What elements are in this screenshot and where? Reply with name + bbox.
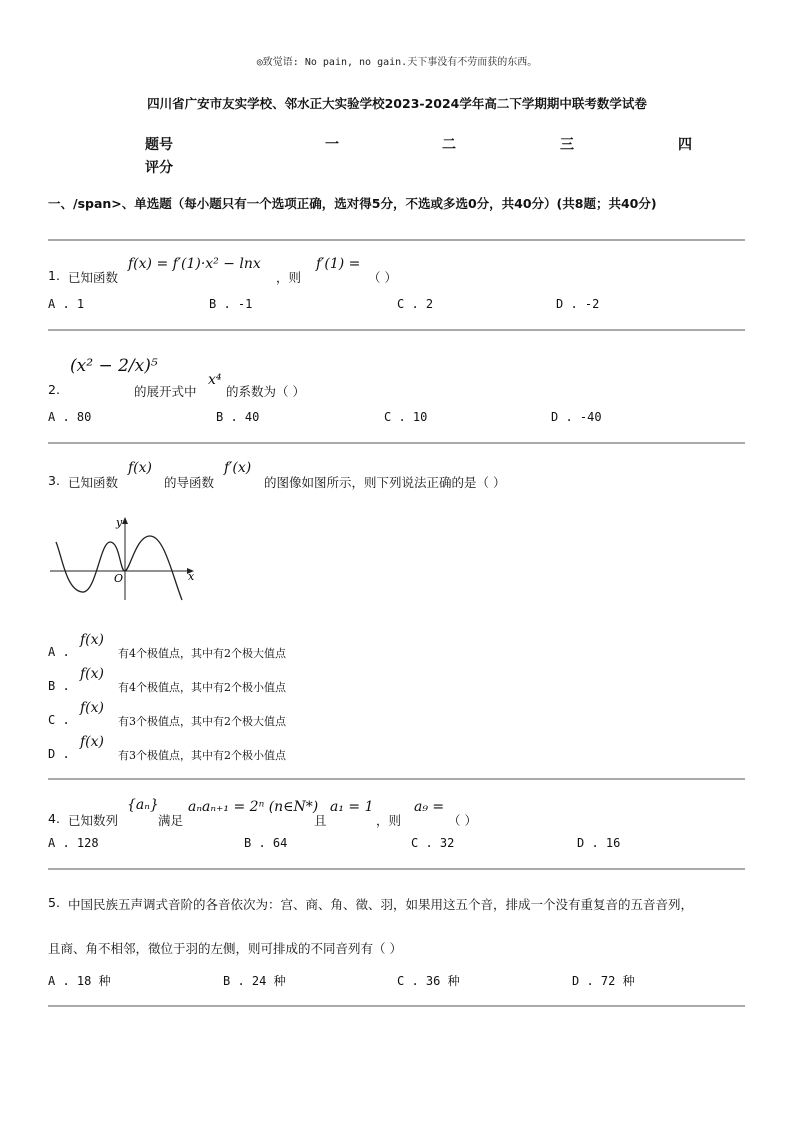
q3-formula2: f′(x) (224, 460, 252, 476)
q3-text-a: 已知函数 (68, 475, 119, 490)
score-table-col-1: 一 (325, 137, 339, 153)
q1-formula2: f′(1) = (316, 256, 361, 272)
q5-option-d[interactable]: D . 72 种 (572, 974, 635, 988)
q2-text-a: 的展开式中 (134, 384, 197, 399)
q5-option-b[interactable]: B . 24 种 (223, 974, 286, 988)
q5-line-2: 且商、角不相邻，徵位于羽的左侧，则可排成的不同音列有（ ） (48, 941, 402, 956)
score-table-label-number: 题号 (145, 137, 173, 153)
q1-text-c: （ ） (368, 270, 397, 285)
q3-number: 3. (48, 473, 60, 488)
q4-formula3: a₁ = 1 (330, 799, 374, 815)
q1-text-a: 已知函数 (68, 270, 119, 285)
q3-text-b: 的导函数 (164, 475, 215, 490)
q1-option-a[interactable]: A . 1 (48, 297, 85, 311)
q2-formula: (x² − 2/x)⁵ (70, 356, 158, 376)
q4-formula: {aₙ} (127, 797, 159, 813)
q4-option-c[interactable]: C . 32 (411, 836, 455, 850)
x-axis-label: x (188, 570, 195, 583)
q3-option-b-text[interactable]: 有4个极值点，其中有2个极小值点 (118, 681, 286, 694)
q3-option-d-formula: f(x) (80, 734, 105, 750)
header-motto: ◎致觉语: No pain, no gain.天下事没有不劳而获的东西。 (256, 57, 538, 68)
origin-label: O (114, 572, 124, 585)
q1-text-b: ，则 (276, 270, 302, 285)
q2-option-c[interactable]: C . 10 (384, 410, 428, 424)
score-table-col-4: 四 (678, 137, 692, 153)
q3-option-b-letter[interactable]: B . (48, 679, 70, 693)
q3-option-b-formula: f(x) (80, 666, 105, 682)
divider (48, 1005, 745, 1007)
q5-number: 5. (48, 895, 60, 910)
divider (48, 239, 745, 241)
q4-formula4: a₉ = (414, 799, 445, 815)
score-table-col-2: 二 (442, 137, 456, 153)
derivative-graph (46, 512, 198, 604)
q5-option-a[interactable]: A . 18 种 (48, 974, 111, 988)
q4-text-a: 已知数列 (68, 813, 119, 828)
q1-option-b[interactable]: B . -1 (209, 297, 253, 311)
q2-option-b[interactable]: B . 40 (216, 410, 260, 424)
divider (48, 778, 745, 780)
q3-option-c-text[interactable]: 有3个极值点，其中有2个极大值点 (118, 715, 286, 728)
q3-formula: f(x) (128, 460, 153, 476)
q4-text-e: （ ） (448, 813, 477, 828)
q2-option-d[interactable]: D . -40 (551, 410, 602, 424)
q2-number: 2. (48, 382, 60, 397)
q4-text-b: 满足 (158, 813, 184, 828)
q4-text-d: ，则 (376, 813, 402, 828)
q2-formula2: x⁴ (208, 372, 222, 388)
q4-number: 4. (48, 811, 60, 826)
q5-option-c[interactable]: C . 36 种 (397, 974, 460, 988)
q1-number: 1. (48, 268, 60, 283)
exam-title: 四川省广安市友实学校、邻水正大实验学校2023-2024学年高二下学期期中联考数学试卷 (147, 96, 647, 111)
q1-option-c[interactable]: C . 2 (397, 297, 434, 311)
q3-option-d-text[interactable]: 有3个极值点，其中有2个极小值点 (118, 749, 286, 762)
q5-line-1: 中国民族五声调式音阶的各音依次为：宫、商、角、徵、羽，如果用这五个音，排成一个没有重复音的五音音列， (68, 897, 694, 912)
q1-formula: f(x) = f′(1)·x² − lnx (128, 256, 261, 272)
q3-option-a-letter[interactable]: A . (48, 645, 70, 659)
q4-text-c: 且 (314, 813, 327, 828)
q3-option-c-formula: f(x) (80, 700, 105, 716)
q3-text-c: 的图像如图所示，则下列说法正确的是（ ） (264, 475, 506, 490)
q3-option-a-formula: f(x) (80, 632, 105, 648)
score-table-label-score: 评分 (145, 160, 173, 176)
divider (48, 329, 745, 331)
q2-text-b: 的系数为（ ） (226, 384, 305, 399)
q3-option-a-text[interactable]: 有4个极值点，其中有2个极大值点 (118, 647, 286, 660)
q3-option-d-letter[interactable]: D . (48, 747, 70, 761)
q4-option-a[interactable]: A . 128 (48, 836, 99, 850)
derivative-curve (56, 536, 182, 600)
divider (48, 868, 745, 870)
y-axis-label: y (116, 516, 123, 529)
score-table-col-3: 三 (560, 137, 574, 153)
q3-option-c-letter[interactable]: C . (48, 713, 70, 727)
q4-option-b[interactable]: B . 64 (244, 836, 288, 850)
q4-option-d[interactable]: D . 16 (577, 836, 621, 850)
section-heading: 一、/span>、单选题（每小题只有一个选项正确，选对得5分，不选或多选0分，共40分）(共8题；共40分) (48, 196, 657, 211)
q2-option-a[interactable]: A . 80 (48, 410, 92, 424)
y-axis-arrow (122, 517, 128, 524)
q1-option-d[interactable]: D . -2 (556, 297, 600, 311)
divider (48, 442, 745, 444)
q4-formula2: aₙaₙ₊₁ = 2ⁿ (n∈N*) (188, 799, 319, 815)
